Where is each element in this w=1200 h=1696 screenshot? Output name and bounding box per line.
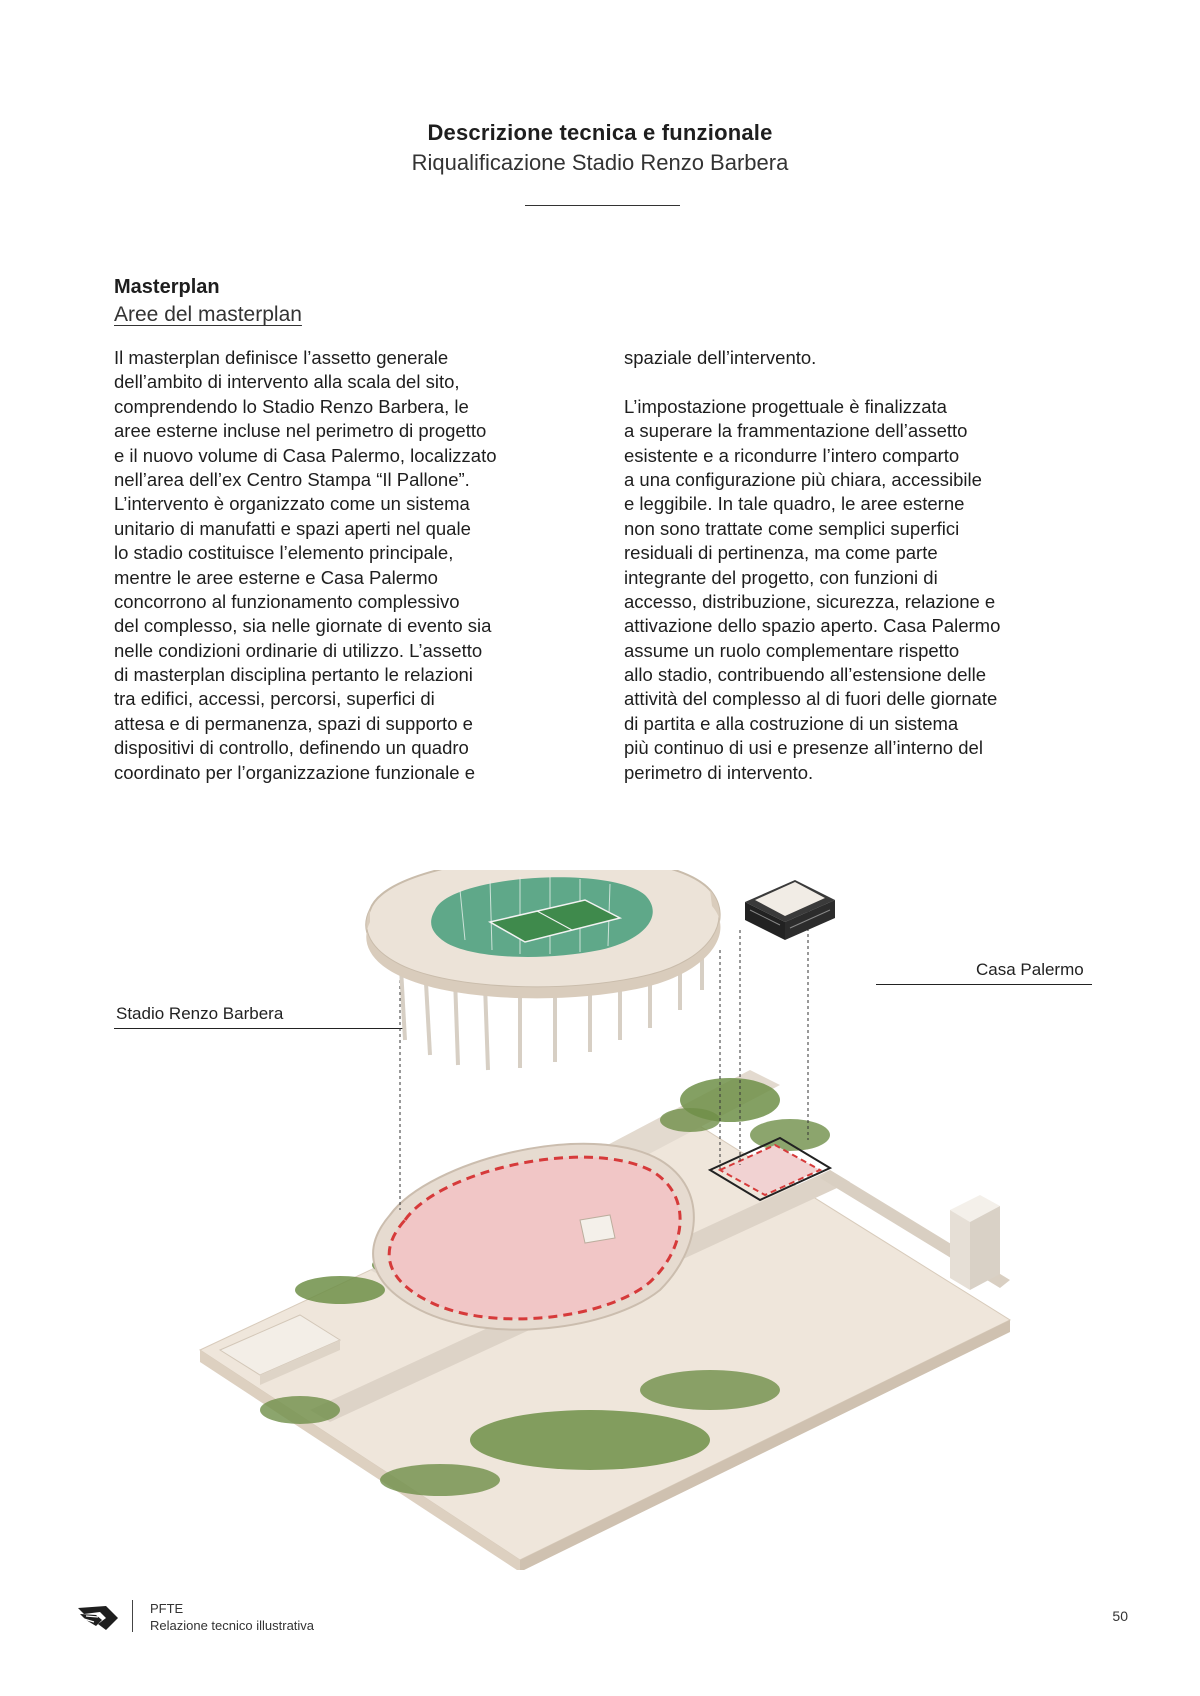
body-line: concorrono al funzionamento complessivo — [114, 590, 460, 612]
footer-divider — [132, 1600, 133, 1632]
page-number: 50 — [1112, 1608, 1128, 1624]
body-line: di partita e alla costruzione di un sistema — [624, 712, 959, 734]
document-subtitle: Riqualificazione Stadio Renzo Barbera — [411, 150, 789, 175]
body-line: assume un ruolo complementare rispetto — [624, 639, 960, 661]
body-line — [624, 370, 1000, 394]
section-title: Masterplan — [114, 276, 220, 298]
header-divider — [525, 205, 680, 206]
body-line: tra edifici, accessi, percorsi, superfici di — [114, 688, 435, 710]
body-line: a superare la frammentazione dell’assetto — [624, 420, 968, 442]
footer-project-code: PFTE — [150, 1601, 184, 1616]
body-line: integrante del progetto, con funzioni di — [624, 566, 938, 588]
body-column-right — [624, 346, 1000, 785]
body-line: lo stadio costituisce l’elemento principale, — [114, 542, 454, 564]
body-line: esistente e a ricondurre l’intero comparto — [624, 444, 960, 466]
body-line: di masterplan disciplina pertanto le relazioni — [114, 664, 473, 686]
body-line: accesso, distribuzione, sicurezza, relazione e — [624, 590, 996, 612]
body-line: mentre le aree esterne e Casa Palermo — [114, 566, 438, 588]
body-line: perimetro di intervento. — [624, 761, 814, 783]
body-line: nelle condizioni ordinarie di utilizzo. L’assetto — [114, 639, 483, 661]
body-line: più continuo di usi e presenze all’interno del — [624, 737, 983, 759]
body-line: aree esterne incluse nel perimetro di progetto — [114, 420, 487, 442]
body-line: coordinato per l’organizzazione funzionale e — [114, 761, 475, 783]
body-column-left — [114, 346, 497, 785]
body-line: attivazione dello spazio aperto. Casa Palermo — [624, 615, 1001, 637]
label-stadio-renzo-barbera: Stadio Renzo Barbera — [116, 1004, 284, 1023]
body-line: unitario di manufatti e spazi aperti nel quale — [114, 517, 471, 539]
casa-palermo-volume — [745, 880, 835, 940]
body-line: e il nuovo volume di Casa Palermo, localizzato — [114, 444, 497, 466]
label-casa-palermo: Casa Palermo — [976, 960, 1084, 979]
body-line: dell’ambito di intervento alla scala del sito, — [114, 371, 460, 393]
body-line: del complesso, sia nelle giornate di evento sia — [114, 615, 492, 637]
page-footer — [0, 1596, 1200, 1636]
footer-document-name: Relazione tecnico illustrativa — [150, 1618, 315, 1633]
stadium-volume — [366, 870, 720, 1070]
body-line: nell’area dell’ex Centro Stampa “Il Pallone”. — [114, 468, 470, 490]
masterplan-axonometric-illustration — [190, 870, 1060, 1570]
body-line: a una configurazione più chiara, accessibile — [624, 468, 982, 490]
body-line: dispositivi di controllo, definendo un quadro — [114, 737, 469, 759]
page-header — [0, 118, 1200, 178]
body-line: L’intervento è organizzato come un sistema — [114, 493, 470, 515]
section-subtitle: Aree del masterplan — [114, 303, 302, 326]
body-line: attività del complesso al di fuori delle giornate — [624, 688, 998, 710]
document-title: Descrizione tecnica e funzionale — [427, 120, 773, 145]
body-line: non sono trattate come semplici superfici — [624, 517, 960, 539]
body-line: comprendendo lo Stadio Renzo Barbera, le — [114, 395, 469, 417]
body-line: attesa e di permanenza, spazi di supporto e — [114, 712, 473, 734]
body-line: residuali di pertinenza, ma come parte — [624, 542, 938, 564]
palermo-eagle-logo-icon — [76, 1600, 120, 1632]
body-line: allo stadio, contribuendo all’estensione delle — [624, 664, 987, 686]
body-line: e leggibile. In tale quadro, le aree esterne — [624, 493, 965, 515]
body-line: spaziale dell’intervento. — [624, 347, 817, 368]
body-line: Il masterplan definisce l’assetto generale — [114, 347, 449, 368]
body-line: L’impostazione progettuale è finalizzata — [624, 395, 947, 417]
